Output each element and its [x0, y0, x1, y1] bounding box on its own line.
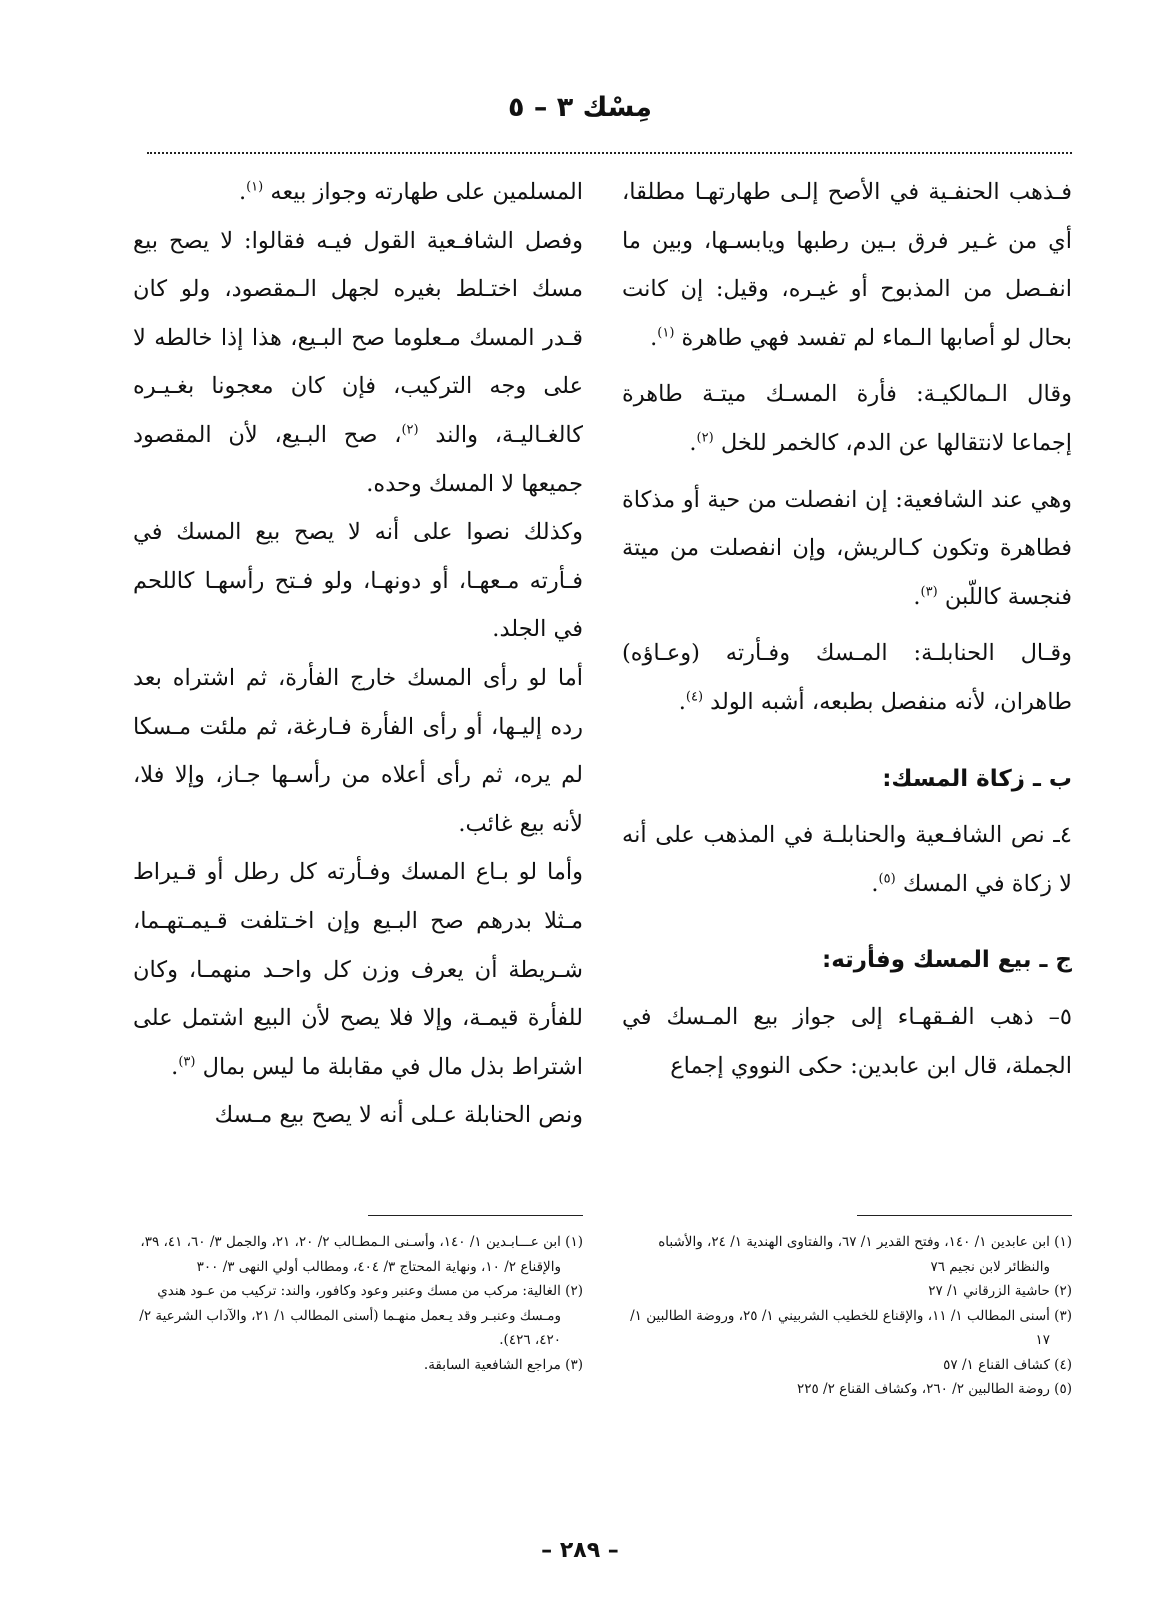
footnote-ref: (٢) — [401, 422, 419, 438]
paragraph-text: ، صح البـيع، لأن المقصود جميعها لا المسك وحده. — [133, 421, 583, 497]
footnote-ref: (١) — [657, 325, 675, 341]
footnote-ref: (٥) — [878, 871, 896, 887]
paragraph: ٥– ذهب الفـقهـاء إلى جواز بيع المـسك في الجملة، قال ابن عابدين: حكى النووي إجماع — [622, 1003, 1072, 1079]
paragraph — [133, 217, 583, 509]
right-column — [622, 168, 1072, 1090]
footnote: (١) ابن عابدين ١/ ١٤٠، وفتح القدير ١/ ٦٧، والفتاوى الهندية ١/ ٢٤، والأشباه والنظائر لابن نجيم ٧٦ — [658, 1234, 1072, 1275]
paragraph: أما لو رأى المسك خارج الفأرة، ثم اشتراه بعد رده إليـها، أو رأى الفأرة فـارغة، ثم ملئت مـسكا لم يره، ثم رأى أعلاه من رأسـها جـاز، وإلا فلا، لأنه بيع غائب. — [133, 664, 583, 837]
header-divider — [147, 152, 1072, 154]
paragraph-text: ٤ـ نص الشافـعية والحنابلـة في المذهب على أنه لا زكاة في المسك — [622, 822, 1072, 897]
paragraph: وأما لو بـاع المسك وفـأرته كل رطل أو قـيراط مـثلا بدرهم صح البـيع وإن اخـتلفت قـيمـتهـما، شـريطة أن يعرف وزن كل واحـد منهمـا، وكان للفأرة قيمـة، وإلا فلا يصح لأن البيع اشتمل على اشتراط بذل مال في مقابلة ما ليس بمال $^{(٣)}$. — [133, 859, 583, 1080]
paragraph-text: فـذهب الحنفـية في الأصح إلـى طهارتهـا مطلقا، أي من غـير فرق بـين رطبها ويابسـها، وبين ما انفـصل من المذبوح أو غيـره، وقيل: إن كانت بحال لو أصابها الـماء لم تفسد فهي طاهرة — [622, 179, 1072, 351]
page-number: – ٢٨٩ – — [541, 1538, 619, 1563]
section-heading-c: ج ـ بيع المسك وفأرته: — [822, 947, 1072, 974]
footnote: (٣) مراجع الشافعية السابقة. — [423, 1356, 583, 1373]
paragraph: وهي عند الشافعية: إن انفصلت من حية أو مذكاة فطاهرة وتكون كـالريش، وإن انفصلت من ميتة فنجسة كاللّبن $^{(٣)}$. — [622, 486, 1072, 610]
footnote-ref: (٢) — [696, 430, 714, 446]
footnote-ref: (١) — [246, 179, 264, 195]
footnotes-right — [622, 1230, 1072, 1402]
page-title: مِسْك ٣ – ٥ — [507, 92, 652, 123]
paragraph: ونص الحنابلة عـلى أنه لا يصح بيع مـسك — [214, 1102, 583, 1129]
footnote-divider — [857, 1215, 1072, 1216]
paragraph-text: وفصل الشافـعية القول فيـه فقالوا: لا يصح بيع مسك اختـلط بغيره لجهل الـمقصود، ولو كان قـدر المسك مـعلوما صح البـيع، هذا إذا خالطه لا على وجه التركيب، فإن كان معجونا بغـيـره كالغـاليـة، والند — [133, 227, 583, 448]
paragraph-text: وهي عند الشافعية: إن انفصلت من حية أو مذكاة فطاهرة وتكون كـالريش، وإن انفصلت من ميتة فنجسة كاللّبن — [622, 486, 1072, 610]
paragraph-text: وأما لو بـاع المسك وفـأرته كل رطل أو قـيراط مـثلا بدرهم صح البـيع وإن اخـتلفت قـيمـتهـما، شـريطة أن يعرف وزن كل واحـد منهمـا، وكان للفأرة قيمـة، وإلا فلا يصح لأن البيع اشتمل على اشتراط بذل مال في مقابلة ما ليس بمال — [133, 859, 583, 1080]
paragraph-text: وقـال الحنابلـة: المـسك وفـأرته (وعـاؤه) طاهران، لأنه منفصل بطبعه، أشبه الولد — [622, 640, 1072, 715]
paragraph: وقـال الحنابلـة: المـسك وفـأرته (وعـاؤه) طاهران، لأنه منفصل بطبعه، أشبه الولد $^{(٤)}$. — [622, 640, 1072, 715]
footnote: (٣) أسنى المطالب ١/ ١١، والإقناع للخطيب الشربيني ١/ ٢٥، وروضة الطالبين ١/ ١٧ — [630, 1307, 1072, 1348]
paragraph: وكذلك نصوا على أنه لا يصح بيع المسك في فـأرته مـعهـا، أو دونهـا، ولو فـتح رأسهـا كاللحم في الجلد. — [133, 519, 583, 643]
section-heading-b: ب ـ زكاة المسك: — [882, 765, 1072, 792]
footnote-divider — [368, 1215, 583, 1216]
paragraph: وقال الـمالكيـة: فأرة المسـك ميتـة طاهرة إجماعا لانتقالها عن الدم، كالخمر للخل $^{(٢)}$. — [622, 381, 1072, 456]
paragraph: فـذهب الحنفـية في الأصح إلـى طهارتهـا مطلقا، أي من غـير فرق بـين رطبها ويابسـها، وبين ما انفـصل من المذبوح أو غيـره، وقيل: إن كانت بحال لو أصابها الـماء لم تفسد فهي طاهرة $^{(١)}$. — [622, 179, 1072, 351]
footnote-ref: (٣) — [920, 584, 938, 600]
paragraph: المسلمين على طهارته وجواز بيعه $^{(١)}$. — [238, 179, 583, 205]
footnote-ref: (٣) — [178, 1054, 196, 1070]
footnote-ref: (٤) — [685, 689, 704, 705]
footnote: (١) ابن عـــابـدين ١/ ١٤٠، وأسـنى الـمطـالب ٢/ ٢٠، ٢١، والجمل ٣/ ٦٠، ٤١، ٣٩، والإقناع ٢/ ١٠، ونهاية المحتاج ٣/ ٤٠٤، ومطالب أولي النهى ٣/ ٣٠٠ — [140, 1234, 583, 1275]
footnotes-left — [133, 1230, 583, 1377]
paragraph-text: المسلمين على طهارته وجواز بيعه — [270, 179, 583, 205]
footnote: (٥) روضة الطالبين ٢/ ٢٦٠، وكشاف القناع ٢/ ٢٢٥ — [796, 1381, 1072, 1397]
paragraph-text: وقال الـمالكيـة: فأرة المسـك ميتـة طاهرة إجماعا لانتقالها عن الدم، كالخمر للخل — [622, 381, 1072, 456]
footnote: (٢) الغالية: مركب من مسك وعنبر وعود وكافور، والند: تركيب من عـود هندي ومـسك وعنبـر وقد يـعمل منهـما (أسنى المطالب ١/ ٢١، والآداب الشرعية ٢/ ٤٢٠، ٤٢٦). — [139, 1283, 583, 1348]
footnote: (٤) كشاف القناع ١/ ٥٧ — [943, 1356, 1072, 1373]
footnote: (٢) حاشية الزرقاني ١/ ٢٧ — [928, 1283, 1072, 1299]
left-column — [133, 168, 583, 1140]
paragraph: ٤ـ نص الشافـعية والحنابلـة في المذهب على أنه لا زكاة في المسك $^{(٥)}$. — [622, 822, 1072, 897]
